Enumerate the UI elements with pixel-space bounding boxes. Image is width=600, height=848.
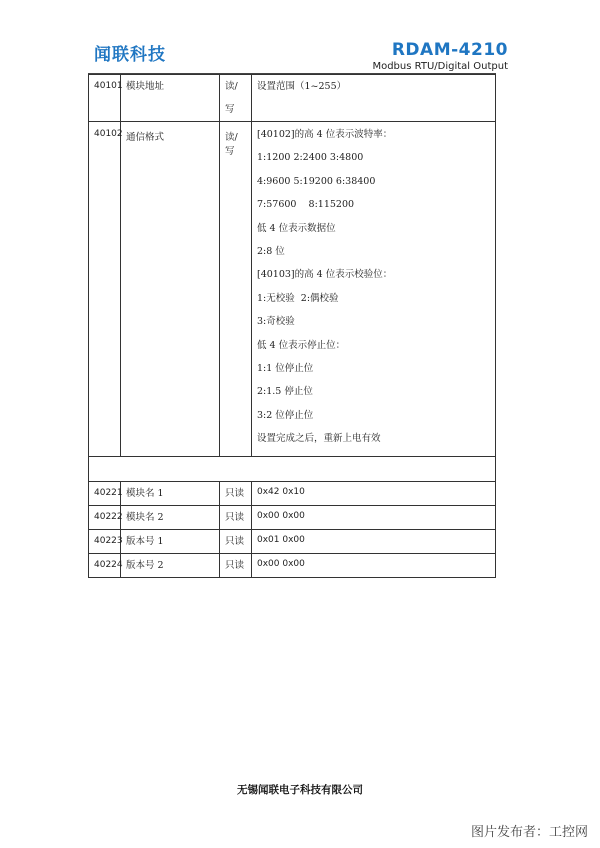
protocol-subtitle: Modbus RTU/Digital Output (372, 61, 508, 72)
register-address: 40224 (89, 554, 121, 578)
description-line: 1:无校验 2:偶校验 (257, 292, 339, 304)
description-line: 2:8 位 (257, 245, 285, 257)
table-row (89, 75, 496, 122)
description-line: 7:57600 8:115200 (257, 199, 355, 211)
register-value: 0x42 0x10 (252, 482, 496, 506)
register-address: 40223 (89, 530, 121, 554)
register-value: 0x00 0x00 (252, 554, 496, 578)
register-table (88, 74, 496, 578)
description-line: 1:1200 2:2400 3:4800 (257, 152, 364, 164)
register-access: 只读 (220, 530, 252, 554)
register-description (252, 122, 496, 457)
register-name: 版本号 2 (121, 554, 220, 578)
watermark-text: 图片发布者：工控网 (470, 825, 588, 840)
description-line: [40103]的高 4 位表示校验位： (257, 269, 393, 281)
description-line: 4:9600 5:19200 6:38400 (257, 175, 376, 187)
table-spacer-row (89, 457, 496, 482)
table-row (89, 482, 496, 506)
register-access: 只读 (220, 506, 252, 530)
description-line: 低 4 位表示停止位： (257, 339, 346, 351)
register-name: 版本号 1 (121, 530, 220, 554)
table-row (89, 554, 496, 578)
register-value: 0x01 0x00 (252, 530, 496, 554)
register-access: 只读 (220, 482, 252, 506)
register-access: 读/写 (220, 122, 252, 457)
register-address: 40102 (89, 122, 121, 457)
description-line: 1:1 位停止位 (257, 362, 314, 374)
model-number: RDAM-4210 (391, 40, 508, 60)
register-address: 40101 (89, 75, 121, 122)
register-name: 模块地址 (121, 75, 220, 122)
description-line: 低 4 位表示数据位 (257, 222, 336, 234)
table-row (89, 530, 496, 554)
register-access: 读/写 (220, 75, 252, 122)
register-address: 40221 (89, 482, 121, 506)
description-line: 设置完成之后，重新上电有效 (257, 433, 381, 445)
description-line: 2:1.5 停止位 (257, 386, 313, 398)
register-value: 0x00 0x00 (252, 506, 496, 530)
table-row (89, 506, 496, 530)
spacer-cell (89, 457, 496, 482)
description-line: [40102]的高 4 位表示波特率： (257, 129, 393, 140)
company-name: 无锡闻联电子科技有限公司 (237, 784, 363, 796)
register-name: 模块名 1 (121, 482, 220, 506)
description-line: 3:2 位停止位 (257, 409, 314, 421)
register-address: 40222 (89, 506, 121, 530)
description-line: 3:奇校验 (257, 316, 295, 328)
table-row (89, 122, 496, 457)
register-description: 设置范围（1~255） (252, 75, 496, 122)
brand-logo-text: 闻联科技 (94, 45, 166, 65)
register-access: 只读 (220, 554, 252, 578)
register-name: 通信格式 (121, 122, 220, 457)
register-name: 模块名 2 (121, 506, 220, 530)
